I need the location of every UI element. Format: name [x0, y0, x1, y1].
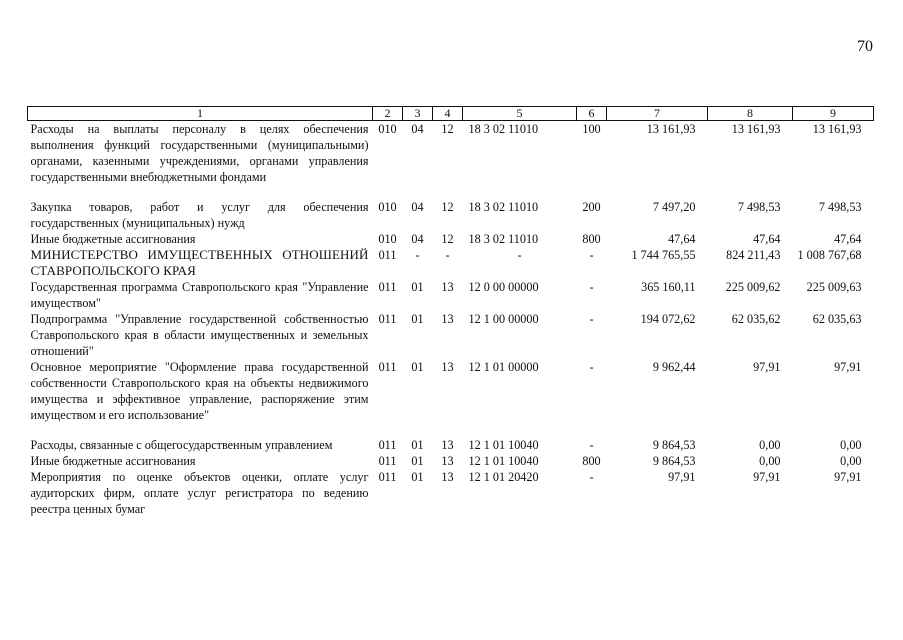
cell-expense-type: -	[589, 360, 594, 374]
cell-subsection: 12	[441, 232, 454, 246]
cell-grbs: 011	[378, 280, 397, 294]
cell-amount-9: 13 161,93	[812, 122, 862, 136]
cell-target-article: 12 1 00 00000	[468, 312, 539, 326]
cell-expense-type: -	[589, 438, 594, 452]
cell-amount-9: 62 035,63	[812, 312, 862, 326]
cell-amount-9: 0,00	[840, 438, 862, 452]
cell-subsection: 13	[441, 438, 454, 452]
cell-subsection: 13	[441, 360, 454, 374]
cell-amount-9: 97,91	[834, 470, 862, 484]
cell-expense-type: 100	[582, 122, 601, 136]
cell-section: 01	[411, 438, 424, 452]
column-header: 3	[403, 107, 433, 121]
cell-amount-9: 47,64	[834, 232, 862, 246]
cell-section: 01	[411, 280, 424, 294]
cell-expense-type: -	[589, 248, 594, 262]
table-row	[28, 121, 874, 186]
cell-grbs: 011	[378, 454, 397, 468]
cell-subsection: 13	[441, 312, 454, 326]
cell-grbs: 010	[378, 122, 397, 136]
cell-amount-8: 47,64	[753, 232, 781, 246]
table-row	[28, 231, 874, 247]
cell-expense-type: -	[589, 470, 594, 484]
cell-expense-type: -	[589, 280, 594, 294]
cell-amount-8: 0,00	[759, 438, 781, 452]
cell-amount-8: 0,00	[759, 454, 781, 468]
row-description: Мероприятия по оценке объектов оценки, оплате услуг аудиторских фирм, оплате услуг регистратора по ведению реестра ценных бумаг	[30, 470, 369, 516]
table-row	[28, 311, 874, 359]
column-header: 9	[793, 107, 874, 121]
cell-amount-8: 824 211,43	[726, 248, 781, 262]
table-row	[28, 199, 874, 231]
cell-amount-9: 1 008 767,68	[797, 248, 862, 262]
cell-target-article: 18 3 02 11010	[468, 232, 539, 246]
cell-amount-7: 13 161,93	[646, 122, 696, 136]
cell-section: 01	[411, 454, 424, 468]
table-row	[28, 437, 874, 453]
cell-amount-8: 97,91	[753, 360, 781, 374]
cell-section: 04	[411, 232, 424, 246]
column-header: 6	[577, 107, 607, 121]
cell-target-article: 12 1 01 20420	[468, 470, 539, 484]
column-header: 4	[433, 107, 463, 121]
spacer-row	[28, 423, 874, 437]
cell-amount-7: 47,64	[668, 232, 696, 246]
cell-amount-9: 0,00	[840, 454, 862, 468]
row-description: Закупка товаров, работ и услуг для обеспечения государственных (муниципальных) нужд	[30, 200, 369, 230]
cell-target-article: 18 3 02 11010	[468, 200, 539, 214]
cell-amount-7: 365 160,11	[641, 280, 696, 294]
cell-target-article: 12 0 00 00000	[468, 280, 539, 294]
cell-grbs: 011	[378, 312, 397, 326]
cell-grbs: 011	[378, 438, 397, 452]
cell-amount-8: 97,91	[753, 470, 781, 484]
cell-subsection: 13	[441, 454, 454, 468]
cell-amount-9: 225 009,63	[806, 280, 862, 294]
cell-grbs: 010	[378, 232, 397, 246]
column-header: 5	[463, 107, 577, 121]
cell-expense-type: 800	[582, 454, 601, 468]
cell-target-article: 12 1 01 00000	[468, 360, 539, 374]
spacer-row	[28, 185, 874, 199]
cell-target-article: 18 3 02 11010	[468, 122, 539, 136]
cell-grbs: 011	[378, 470, 397, 484]
cell-section: 01	[411, 360, 424, 374]
cell-target-article: -	[517, 248, 522, 262]
page-number: 70	[857, 38, 873, 55]
row-description: Основное мероприятие "Оформление права государственной собственности Ставропольского края на объекты недвижимого имущества и эффективное управление, распоряжение этим имуществом и его использование"	[30, 360, 369, 422]
cell-amount-7: 1 744 765,55	[631, 248, 696, 262]
cell-section: 04	[411, 122, 424, 136]
table-row	[28, 453, 874, 469]
row-description: Государственная программа Ставропольского края "Управление имуществом"	[30, 280, 369, 310]
cell-amount-7: 9 962,44	[652, 360, 696, 374]
cell-amount-7: 7 497,20	[652, 200, 696, 214]
row-description: Иные бюджетные ассигнования	[30, 232, 196, 246]
column-header: 7	[607, 107, 708, 121]
cell-expense-type: 800	[582, 232, 601, 246]
row-description: МИНИСТЕРСТВО ИМУЩЕСТВЕННЫХ ОТНОШЕНИЙ СТАВРОПОЛЬСКОГО КРАЯ	[30, 247, 369, 278]
cell-subsection: -	[445, 248, 450, 262]
cell-amount-8: 13 161,93	[731, 122, 781, 136]
table-row	[28, 247, 874, 279]
budget-table	[27, 106, 874, 517]
cell-subsection: 13	[441, 470, 454, 484]
cell-subsection: 12	[441, 122, 454, 136]
cell-amount-8: 62 035,62	[731, 312, 781, 326]
table-row	[28, 469, 874, 517]
column-header: 1	[28, 107, 373, 121]
cell-amount-8: 225 009,62	[725, 280, 781, 294]
cell-amount-9: 7 498,53	[818, 200, 862, 214]
cell-section: 01	[411, 312, 424, 326]
cell-expense-type: 200	[582, 200, 601, 214]
column-header: 8	[708, 107, 793, 121]
cell-grbs: 011	[378, 360, 397, 374]
header-row	[28, 107, 874, 121]
cell-amount-8: 7 498,53	[737, 200, 781, 214]
row-description: Расходы, связанные с общегосударственным управлением	[30, 438, 333, 452]
row-description: Иные бюджетные ассигнования	[30, 454, 196, 468]
cell-subsection: 13	[441, 280, 454, 294]
cell-amount-7: 194 072,62	[640, 312, 696, 326]
table-row	[28, 359, 874, 423]
cell-target-article: 12 1 01 10040	[468, 454, 539, 468]
cell-section: 01	[411, 470, 424, 484]
column-header: 2	[373, 107, 403, 121]
cell-section: -	[415, 248, 420, 262]
cell-subsection: 12	[441, 200, 454, 214]
cell-grbs: 010	[378, 200, 397, 214]
cell-target-article: 12 1 01 10040	[468, 438, 539, 452]
cell-amount-7: 9 864,53	[652, 438, 696, 452]
cell-expense-type: -	[589, 312, 594, 326]
cell-amount-7: 97,91	[668, 470, 696, 484]
cell-grbs: 011	[378, 248, 397, 262]
row-description: Расходы на выплаты персоналу в целях обеспечения выполнения функций государственными (муниципальными) органами, казенными учреждениями, органами управления государственными внебюджетными фондами	[30, 122, 369, 184]
cell-section: 04	[411, 200, 424, 214]
cell-amount-9: 97,91	[834, 360, 862, 374]
cell-amount-7: 9 864,53	[652, 454, 696, 468]
row-description: Подпрограмма "Управление государственной собственностью Ставропольского края в области имущественных и земельных отношений"	[30, 312, 369, 358]
table-row	[28, 279, 874, 311]
